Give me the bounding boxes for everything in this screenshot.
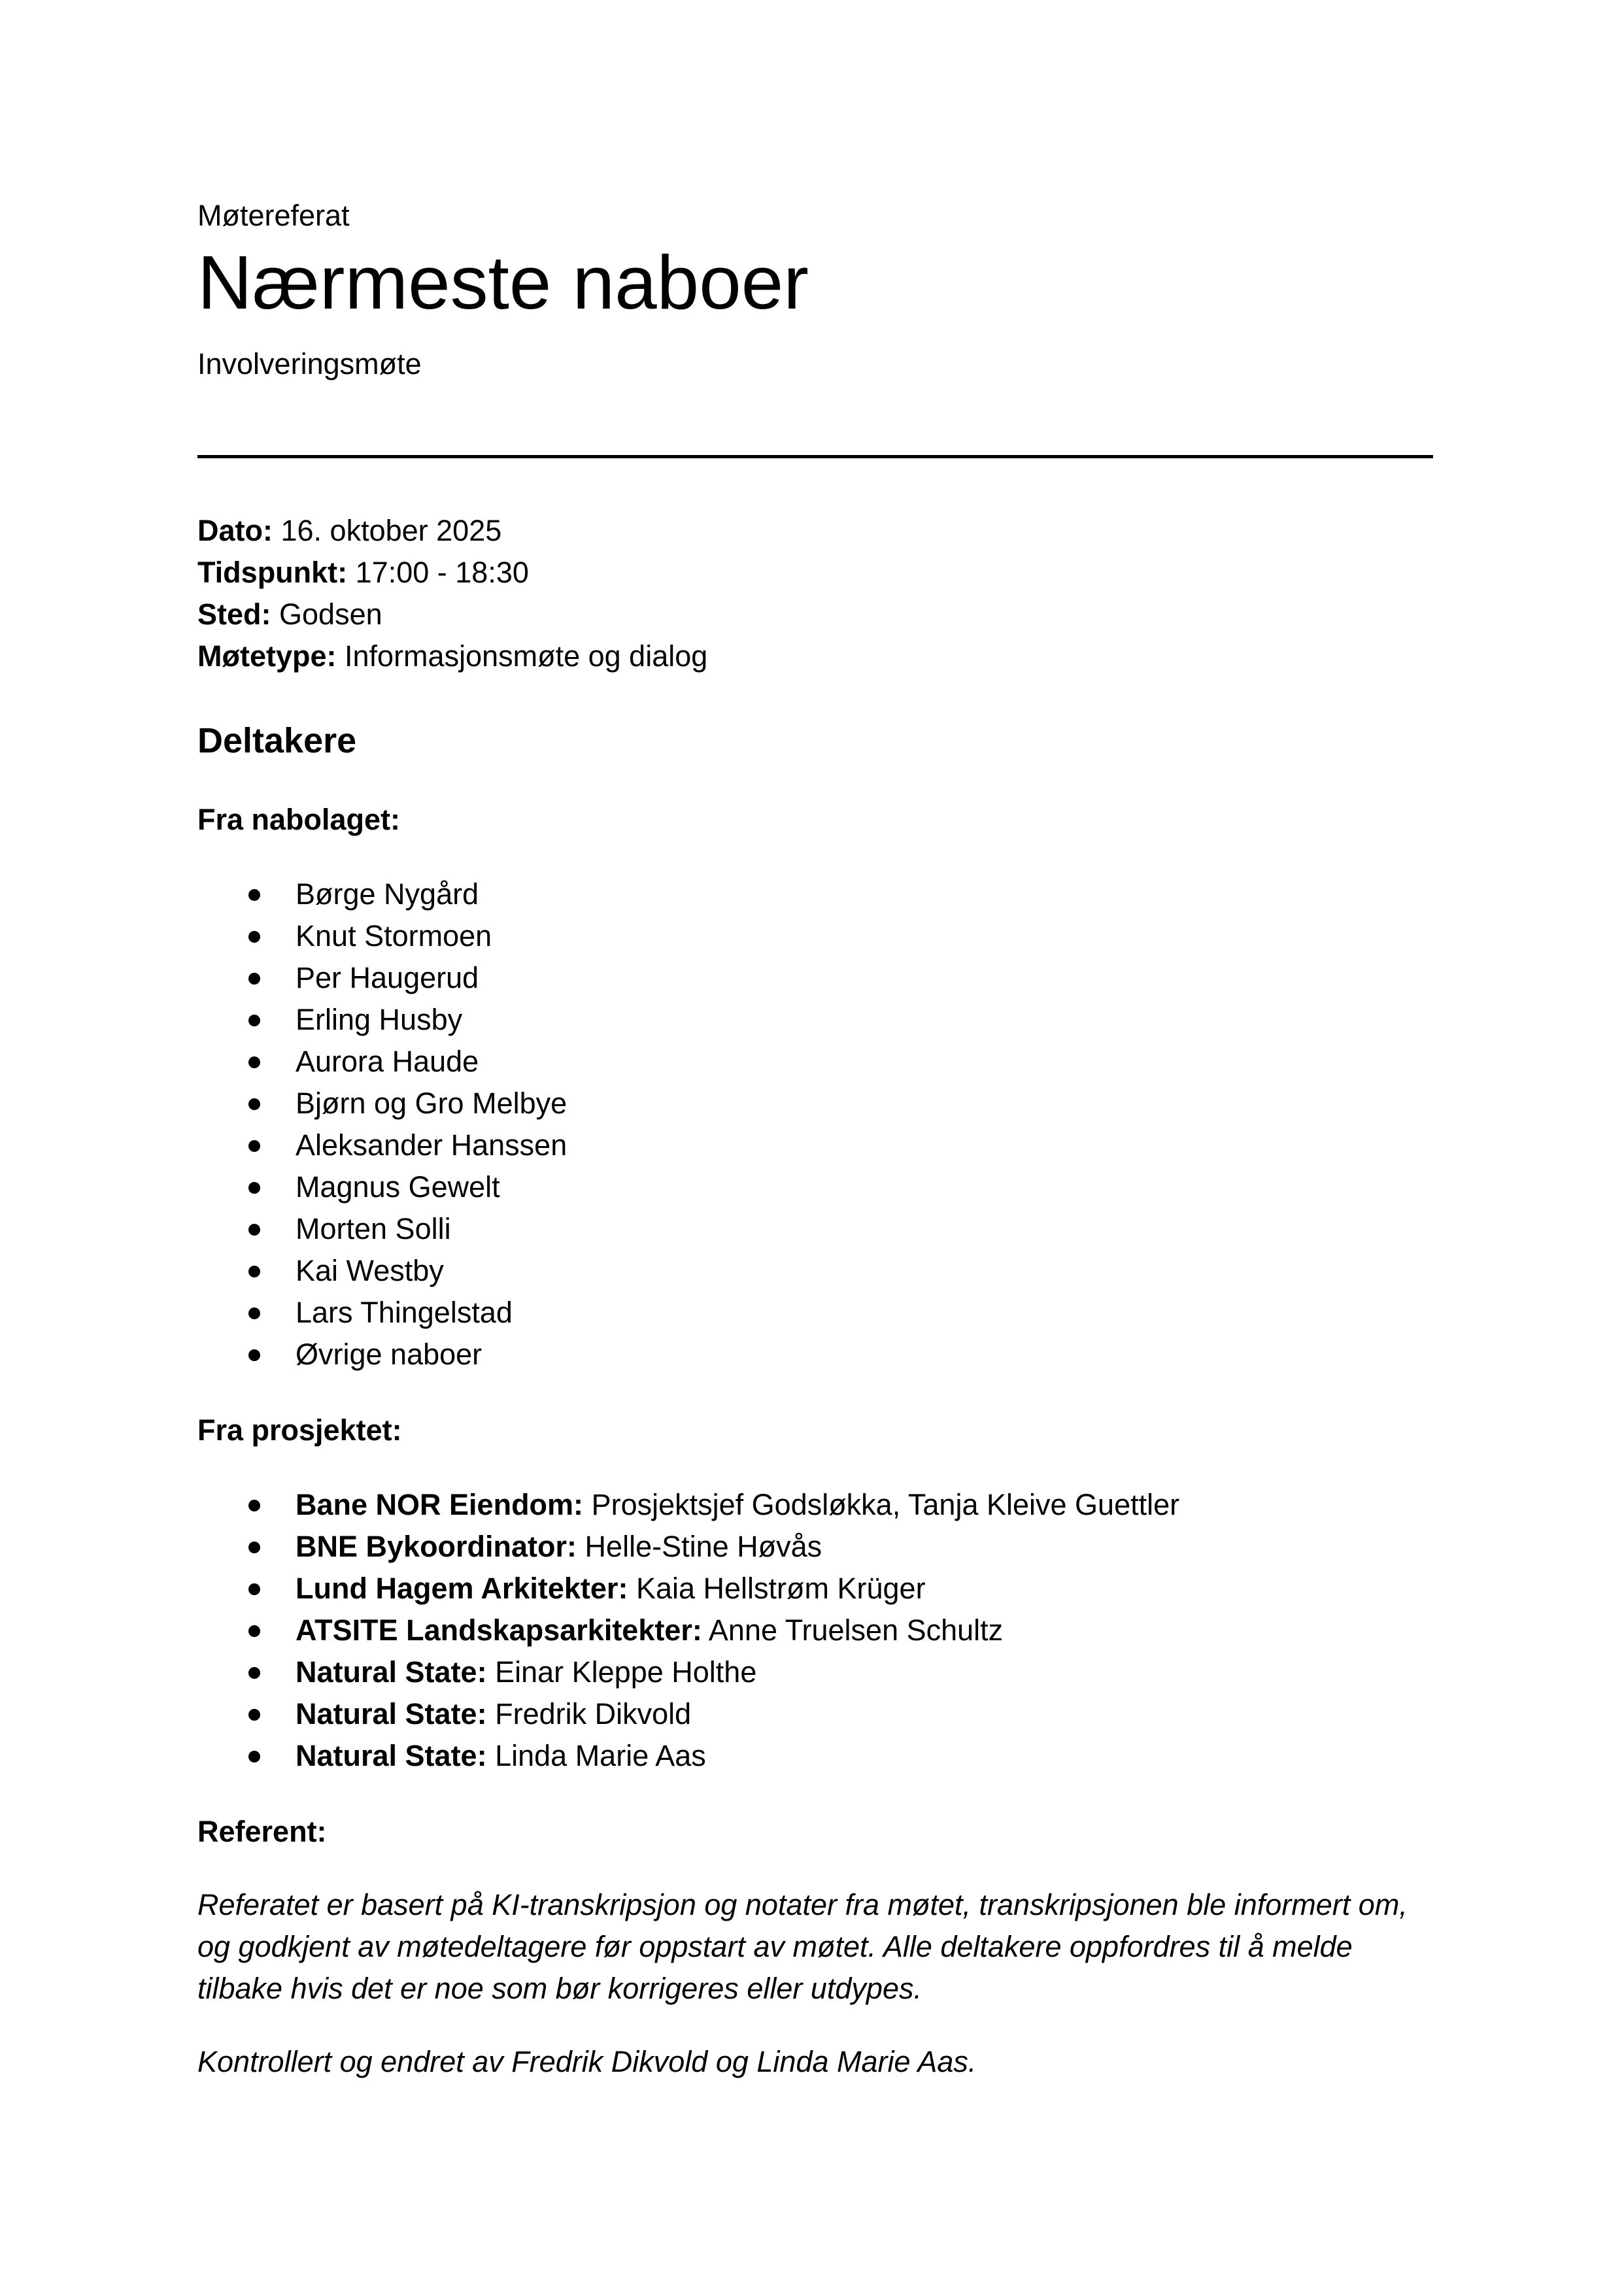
list-item [197,999,567,1041]
list-item [197,1651,1179,1693]
project-person: Linda Marie Aas [495,1739,706,1772]
project-person: Anne Truelsen Schultz [708,1613,1004,1647]
bullet-icon [248,1224,260,1236]
bullet-icon [248,1667,260,1679]
list-item [197,1124,567,1166]
document-kicker: Møtereferat [197,199,350,232]
project-person: Kaia Hellstrøm Krüger [635,1572,926,1605]
project-org: Lund Hagem Arkitekter: [296,1572,628,1605]
horizontal-divider [197,455,1433,458]
meta-date-value: 16. oktober 2025 [280,514,502,547]
bullet-icon [248,1500,260,1511]
bullet-icon [248,1140,260,1152]
project-person: Einar Kleppe Holthe [495,1655,757,1689]
list-item [197,873,567,915]
meta-place-value: Godsen [279,598,382,631]
project-person: Prosjektsjef Godsløkka, Tanja Kleive Guettler [591,1488,1180,1521]
meta-type-label: Møtetype: [197,639,337,673]
bullet-icon [248,1349,260,1361]
list-item [197,1610,1179,1651]
bullet-icon [248,1542,260,1553]
project-person: Fredrik Dikvold [495,1697,692,1730]
list-item [197,915,567,957]
project-heading: Fra prosjektet: [197,1413,402,1447]
neighbor-name: Morten Solli [296,1212,451,1245]
meta-type-value: Informasjonsmøte og dialog [345,639,708,673]
meta-date [197,510,707,552]
list-item [197,1484,1179,1526]
neighbor-name: Erling Husby [296,1003,463,1036]
project-org: BNE Bykoordinator: [296,1530,577,1563]
document-title: Nærmeste naboer [197,240,809,325]
bullet-icon [248,973,260,985]
project-org: Natural State: [296,1697,487,1730]
project-org: Natural State: [296,1655,487,1689]
neighbor-name: Per Haugerud [296,961,479,994]
list-item [197,1250,567,1292]
bullet-icon [248,1056,260,1068]
meta-time-value: 17:00 - 18:30 [355,556,529,589]
list-item [197,1208,567,1250]
project-list [197,1484,1179,1777]
bullet-icon [248,1751,260,1763]
list-item [197,1693,1179,1735]
neighbor-name: Knut Stormoen [296,919,492,953]
list-item [197,1735,1179,1777]
list-item [197,1166,567,1208]
bullet-icon [248,1583,260,1595]
bullet-icon [248,1015,260,1026]
list-item [197,1041,567,1083]
bullet-icon [248,1625,260,1637]
meta-place-label: Sted: [197,598,271,631]
bullet-icon [248,1098,260,1110]
neighbor-name: Børge Nygård [296,877,479,911]
bullet-icon [248,1182,260,1194]
participants-heading: Deltakere [197,721,357,760]
bullet-icon [248,1307,260,1319]
document-subtitle: Involveringsmøte [197,347,422,380]
meta-time [197,552,707,594]
project-person: Helle-Stine Høvås [584,1530,822,1563]
project-org: Natural State: [296,1739,487,1772]
bullet-icon [248,889,260,901]
neighbor-name: Bjørn og Gro Melbye [296,1087,567,1120]
list-item [197,1568,1179,1610]
list-item [197,1526,1179,1568]
meta-date-label: Dato: [197,514,273,547]
neighbor-name: Aleksander Hanssen [296,1128,567,1162]
neighbor-name: Aurora Haude [296,1045,479,1078]
neighbor-name: Lars Thingelstad [296,1296,513,1329]
list-item [197,957,567,999]
bullet-icon [248,1266,260,1277]
project-org: ATSITE Landskapsarkitekter: [296,1613,702,1647]
neighbor-name: Magnus Gewelt [296,1170,500,1204]
referent-signoff: Kontrollert og endret av Fredrik Dikvold og Linda Marie Aas. [197,2045,977,2078]
meeting-details [197,510,707,677]
bullet-icon [248,931,260,943]
meta-time-label: Tidspunkt: [197,556,348,589]
neighbors-list [197,873,567,1375]
meta-type [197,635,707,677]
list-item [197,1292,567,1334]
list-item [197,1083,567,1124]
list-item [197,1334,567,1375]
meta-place [197,594,707,635]
referent-heading: Referent: [197,1815,327,1848]
neighbor-name: Øvrige naboer [296,1338,482,1371]
neighbor-name: Kai Westby [296,1254,444,1287]
neighbors-heading: Fra nabolaget: [197,803,401,836]
referent-paragraph: Referatet er basert på KI-transkripsjon og notater fra møtet, transkripsjonen ble informert om, og godkjent av møtedeltagere før oppstart av møtet. Alle deltakere oppfordres til å melde tilbake hvis det er noe som bør korrigeres eller utdypes. [197,1888,1408,2005]
bullet-icon [248,1709,260,1721]
project-org: Bane NOR Eiendom: [296,1488,584,1521]
